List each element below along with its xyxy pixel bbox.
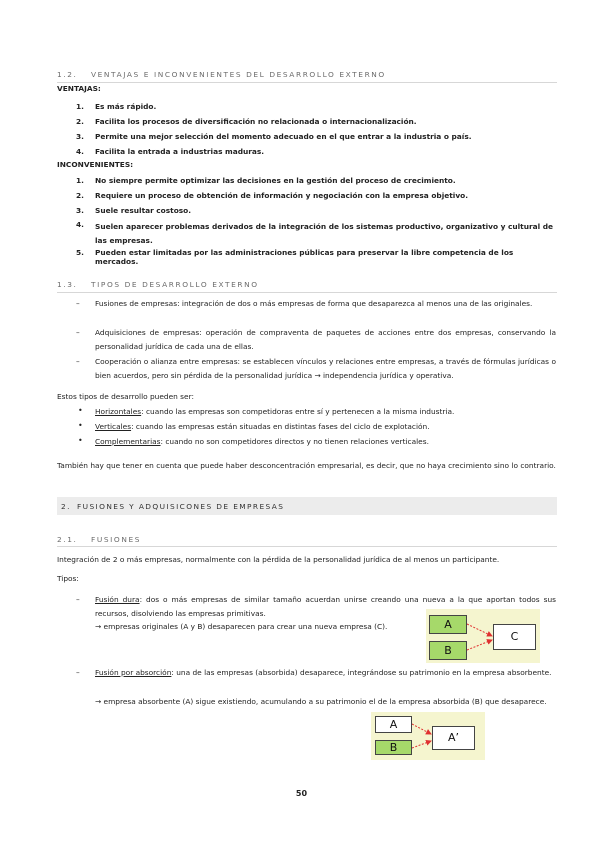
tipo-term: Horizontales [95, 407, 142, 416]
company-b-box: B [375, 740, 412, 755]
section-number: 1.3. [57, 280, 78, 289]
tipo-item: • Verticales: cuando las empresas están situadas en distintas fases del ciclo de explotación. [78, 421, 430, 431]
section-rule [57, 82, 557, 83]
section-title: FUSIONES Y ADQUISICONES DE EMPRESAS [77, 502, 285, 511]
ventaja-item: 1. Es más rápido. [76, 102, 157, 111]
section-rule [57, 292, 557, 293]
tipo-desarrollo-item: – Cooperación o alianza entre empresas: se establecen vínculos y relaciones entre empresas, a través de fórmulas jurídicas o bien acuerdos, pero sin pérdida de la personalidad jurídica → independencia jurídica y operativa. [76, 357, 556, 380]
tipo-item: • Horizontales: cuando las empresas son competidoras entre sí y pertenecen a la misma industria. [78, 406, 455, 416]
inconveniente-item: 1. No siempre permite optimizar las decisiones en la gestión del proceso de crecimiento. [76, 176, 456, 185]
tipo-term: Verticales [95, 422, 132, 431]
section-2-heading [61, 502, 284, 511]
section-1-2-heading [57, 70, 557, 79]
section-title: VENTAJAS E INCONVENIENTES DEL DESARROLLO EXTERNO [91, 70, 386, 79]
inconveniente-item: 3. Suele resultar costoso. [76, 206, 192, 215]
tipos-intro: Estos tipos de desarrollo pueden ser: [57, 392, 194, 401]
ventaja-item: 3. Permite una mejor selección del momento adecuado en el que entrar a la industria o país. [76, 132, 472, 141]
company-a-box: A [375, 716, 412, 733]
tipos-label: Tipos: [57, 574, 79, 583]
inconveniente-item: 2. Requiere un proceso de obtención de información y negociación con la empresa objetivo. [76, 191, 469, 200]
fusion-dura-diagram [426, 609, 540, 663]
fusion-absorcion-diagram [371, 712, 485, 760]
tipo-item: • Complementarias: cuando no son competidores directos y no tienen relaciones verticales. [78, 436, 429, 446]
company-a-prime-box: A’ [432, 726, 475, 750]
company-b-box: B [429, 641, 467, 660]
ventaja-item: 4. Facilita la entrada a industrias maduras. [76, 147, 265, 156]
fusion-absorcion-arrow-note: → empresa absorbente (A) sigue existiendo, acumulando a su patrimonio el de la empresa absorbida (B) que desaparece. [95, 697, 547, 706]
fusion-absorcion-term: Fusión por absorción [95, 668, 172, 677]
fusion-dura-item: – Fusión dura: dos o más empresas de similar tamaño acuerdan unirse creando una nueva a la que aportan todos sus recursos, disolviendo las empresas primitivas. [76, 595, 557, 618]
desconcentracion-note: También hay que tener en cuenta que puede haber desconcentración empresarial, es decir, que no haya crecimiento sino lo contrario. [57, 461, 556, 470]
section-title: TIPOS DE DESARROLLO EXTERNO [91, 280, 259, 289]
company-a-box: A [429, 615, 467, 634]
fusiones-intro: Integración de 2 o más empresas, normalmente con la pérdida de la personalidad jurídica de al menos un participante. [57, 555, 500, 564]
section-2-1-heading [57, 535, 557, 544]
company-c-box: C [493, 624, 536, 650]
inconvenientes-label: INCONVENIENTES: [57, 160, 134, 169]
section-number: 2.1. [57, 535, 78, 544]
ventaja-item: 2. Facilita los procesos de diversificación no relacionada o internacionalización. [76, 117, 417, 126]
inconveniente-item: 5. Pueden estar limitadas por las administraciones públicas para preservar la libre competencia de los mercados. [76, 248, 514, 267]
tipo-term: Complementarias [95, 437, 161, 446]
tipo-desarrollo-item: – Fusiones de empresas: integración de dos o más empresas de forma que desaparezca al menos una de las originales. [76, 299, 533, 308]
section-rule [57, 546, 557, 547]
fusion-absorcion-item: – Fusión por absorción: una de las empresas (absorbida) desaparece, integrándose su patrimonio en la empresa absorbente. [76, 668, 552, 677]
inconveniente-item: 4. Suelen aparecer problemas derivados de la integración de los sistemas productivo, organizativo y cultural de las empresas. [76, 220, 554, 245]
section-number: 2. [61, 502, 71, 511]
tipo-desarrollo-item: – Adquisiciones de empresas: operación de compraventa de paquetes de acciones entre dos empresas, conservando la personalidad jurídica de cada una de ellas. [76, 328, 556, 351]
section-number: 1.2. [57, 70, 78, 79]
ventajas-label: VENTAJAS: [57, 84, 101, 93]
section-1-3-heading [57, 280, 557, 289]
page-number: 50 [295, 789, 308, 798]
fusion-dura-term: Fusión dura [95, 595, 140, 604]
section-title: FUSIONES [91, 535, 142, 544]
fusion-dura-arrow-note: → empresas originales (A y B) desaparecen para crear una nueva empresa (C). [95, 622, 388, 631]
